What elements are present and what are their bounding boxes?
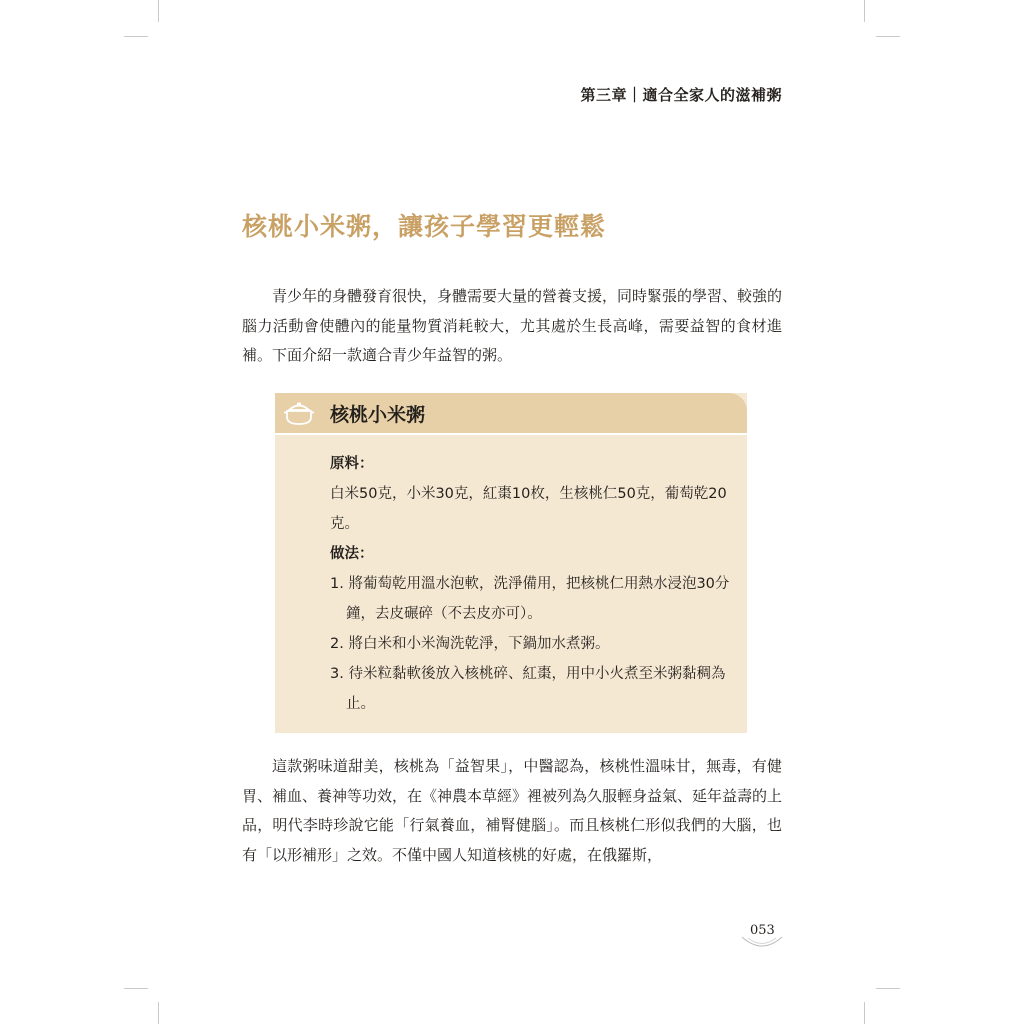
method-step: 2. 將白米和小米淘洗乾淨，下鍋加水煮粥。 <box>330 636 610 652</box>
crop-mark <box>124 988 148 989</box>
header-divider <box>275 433 747 435</box>
method-step: 3. 待米粒黏軟後放入核桃碎、紅棗，用中小火煮至米粥黏稠為止。 <box>330 666 726 712</box>
method-step: 1. 將葡萄乾用溫水泡軟，洗淨備用，把核桃仁用熱水浸泡30分鐘，去皮碾碎（不去皮亦可）。 <box>330 576 730 622</box>
crop-mark <box>876 988 900 989</box>
recipe-name: 核桃小米粥 <box>330 404 426 426</box>
recipe-body <box>330 449 732 719</box>
closing-paragraph: 這款粥味道甜美，核桃為「益智果」，中醫認為，核桃性溫味甘，無毒，有健胃、補血、養神等功效，在《神農本草經》裡被列為久服輕身益氣、延年益壽的上品，明代李時珍說它能「行氣養血，補腎健腦」。而且核桃仁形似我們的大腦，也有「以形補形」之效。不僅中國人知道核桃的好處，在俄羅斯， <box>242 757 783 864</box>
intro-paragraph: 青少年的身體發育很快，身體需要大量的營養支援，同時緊張的學習、較強的腦力活動會使體內的能量物質消耗較大，尤其處於生長高峰，需要益智的食材進補。下面介紹一款適合青少年益智的粥。 <box>242 287 783 364</box>
crop-mark <box>158 0 159 22</box>
page-title: 核桃小米粥，讓孩子學習更輕鬆 <box>242 212 607 241</box>
crop-mark <box>158 1002 159 1024</box>
ingredients-label: 原料： <box>330 456 374 472</box>
crop-mark <box>124 36 148 37</box>
crop-mark <box>864 1002 865 1024</box>
crop-mark <box>876 36 900 37</box>
method-label: 做法： <box>330 546 374 562</box>
running-head: 第三章｜適合全家人的滋補粥 <box>580 86 782 104</box>
crop-mark <box>864 0 865 22</box>
recipe-header <box>275 393 747 433</box>
recipe-box <box>275 393 747 733</box>
pot-icon <box>283 399 315 427</box>
page-number: 053 <box>750 923 775 938</box>
ingredients-text: 白米50克，小米30克，紅棗10枚，生核桃仁50克，葡萄乾20克。 <box>330 486 727 532</box>
